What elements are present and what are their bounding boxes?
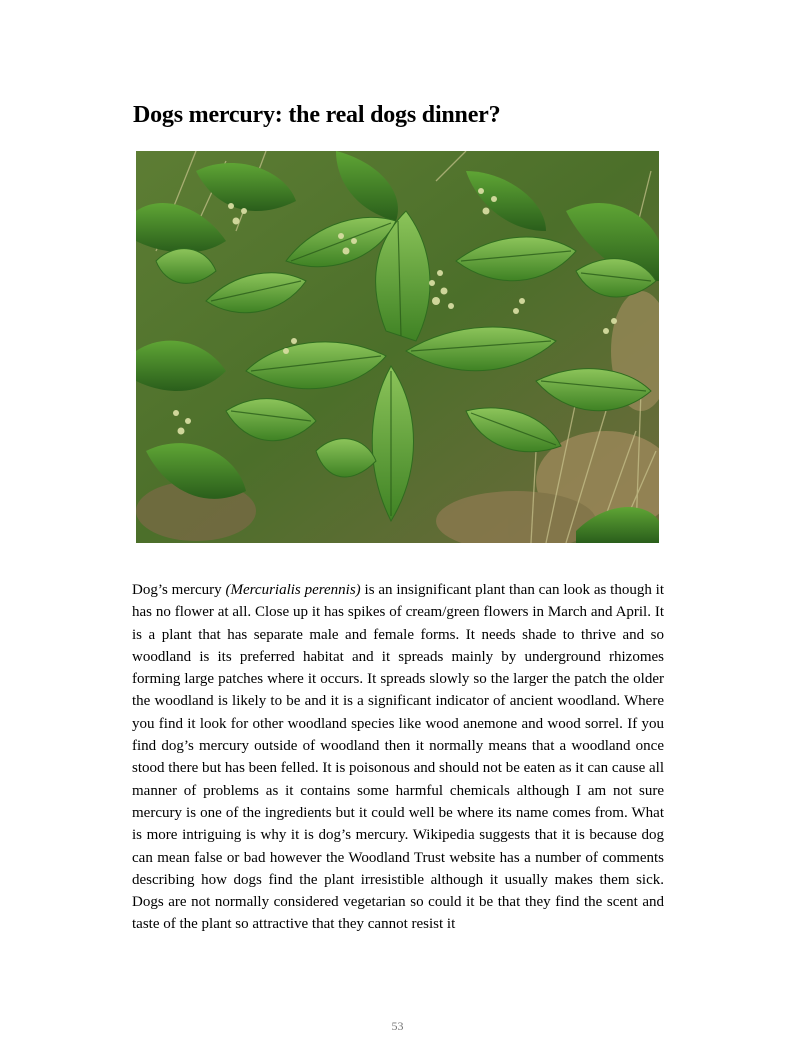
dogs-mercury-photo bbox=[136, 151, 659, 543]
page-number: 53 bbox=[391, 1019, 404, 1033]
paragraph-rest: is an insignificant plant than can look as though it has no flower at all. Close up it has spikes of cream/green flowers in March and April. It is a plant that has separate male and female forms. It needs shade to thrive and so woodland is its preferred habitat and it spreads mainly by underground rhizomes forming large patches where it occurs. It spreads slowly so the larger the patch the older the woodland is likely to be and it is a significant indicator of ancient woodland. Where you find it look for other woodland species like wood anemone and wood sorrel. If you find dog’s mercury outside of woodland then it normally means that a woodland once stood there but has been felled. It is poisonous and should not be eaten as it can cause all manner of problems as it contains some harmful chemicals although I am not sure mercury is one of the ingredients but it could well be where its name comes from. What is more intriguing is why it is dog’s mercury. Wikipedia suggests that it is because dog can mean false or bad however the Woodland Trust website has a number of comments describing how dogs find the plant irresistible although it usually makes them sick. Dogs are not normally considered vegetarian so could it be that they find the scent and taste of the plant so attractive that they cannot resist it bbox=[132, 582, 664, 933]
scientific-name: (Mercurialis perennis) bbox=[225, 582, 361, 598]
article-paragraph bbox=[132, 579, 664, 936]
paragraph-lead: Dog’s mercury bbox=[132, 582, 226, 598]
page-title: Dogs mercury: the real dogs dinner? bbox=[133, 102, 501, 128]
